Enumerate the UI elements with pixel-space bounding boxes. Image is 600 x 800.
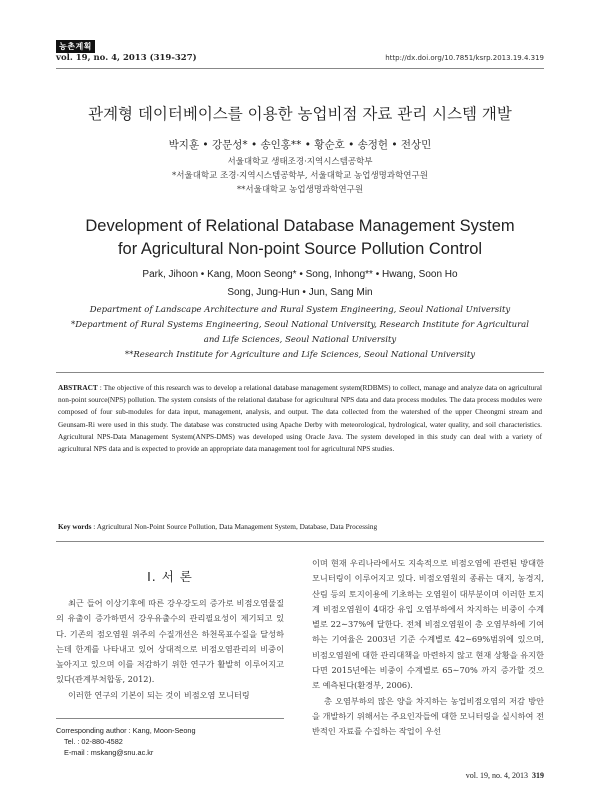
correspondence-tel: Tel. : 02-880-4582 [64,737,123,746]
section-heading-introduction: I. 서 론 [147,569,193,584]
english-authors-line-1: Park, Jihoon • Kang, Moon Seong* • Song, Inhong** • Hwang, Soon Ho [142,269,458,280]
left-paragraph-2: 이러한 연구의 기본이 되는 것이 비점오염 모니터링 [68,689,250,700]
right-paragraph-1: 이며 현재 우리나라에서도 지속적으로 비점오염에 관련된 방대한 모니터링이 이루어지고 있다. 비점오염원의 종류는 대지, 농경지, 산림 등의 토지이용에 기초하는 오염원이 대부분이며 이러한 토지계 비점오염원이 4대강 유입 오염부하에서 차지하는 비중이 수계별로 22∼37%에 달한다. 전체 비점오염원이 총 오염부하에 기여하는 기여율은 2003년 기준 수계별로 42∼69%범위에 있으며, 비점오염원에 대한 관리대책을 마련하지 않고 현재 상황을 유지한다면 2015년에는 비중이 수계별로 65∼70% 까지 증가할 것으로 예측된다(환경부, 2006). [312,558,544,691]
correspondence-email[interactable]: E-mail : mskang@snu.ac.kr [64,748,154,757]
keywords [58,522,542,531]
korean-affiliation-3: **서울대학교 농업생명과학연구원 [236,185,364,195]
header-rule [56,68,544,69]
abstract [58,382,542,455]
korean-authors: 박지훈 • 강문성* • 송인홍** • 황순호 • 송정헌 • 전상민 [168,139,432,151]
footer-issue: vol. 19, no. 4, 2013 [465,771,528,780]
english-title-line-1: Development of Relational Database Management System [85,217,515,235]
page-footer [466,771,544,780]
abstract-label: ABSTRACT [58,383,98,392]
korean-title: 관계형 데이터베이스를 이용한 농업비점 자료 관리 시스템 개발 [88,105,512,123]
right-paragraph-2: 총 오염부하의 많은 양을 차지하는 농업비점오염의 저감 방안을 개발하기 위해서는 주요인자들에 대한 모니터링을 실시하여 전반적인 자료를 수집하는 작업이 우선 [312,695,544,737]
keywords-label: Key words [58,522,92,531]
right-column-text [312,556,544,740]
volume-line: vol. 19, no. 4, 2013 (319-327) [56,53,197,63]
english-affiliation-3: and Life Sciences, Seoul National University [203,335,397,345]
english-affiliation-4: **Research Institute for Agriculture and Life Sciences, Seoul National University [124,350,476,360]
doi-link[interactable]: http://dx.doi.org/10.7851/ksrp.2013.19.4.319 [385,54,544,62]
english-affiliation-1: Department of Landscape Architecture and Rural System Engineering, Seoul National University [89,305,511,315]
left-paragraph-1: 최근 들어 이상기후에 따른 강우강도의 증가로 비점오염물질의 유출이 증가하면서 강우유출수의 관리필요성이 제기되고 있다. 기존의 점오염원 위주의 수질개선은 하천목표수질을 달성하는데 한계를 나타내고 있어 상대적으로 비점오염관리의 비중이 높아지고 있으며 이를 저감하기 위한 연구가 활발히 이루어지고 있다(관계부처합동, 2012). [56,598,284,685]
keywords-text: : Agricultural Non-Point Source Pollution, Data Management System, Database, Data Processing [93,522,378,531]
correspondence-block [56,725,196,758]
abstract-bottom-rule [56,541,544,542]
abstract-top-rule [56,372,544,373]
english-affiliation-2: *Department of Rural Systems Engineering, Seoul National University, Research Institute for Agricultural [71,320,529,330]
correspondence-author: Corresponding author : Kang, Moon-Seong [56,726,196,735]
footnote-rule [56,718,284,719]
journal-logo: 농촌계획 [56,40,95,53]
page-number: 319 [532,771,544,780]
english-authors-line-2: Song, Jung-Hun • Jun, Sang Min [227,287,373,298]
korean-affiliation-1: 서울대학교 생태조경·지역시스템공학부 [227,157,373,167]
left-column-text [56,596,284,703]
abstract-text: : The objective of this research was to develop a relational database management system(RDBMS) to collect, manage and analyze data on agricultural non-point source(NPS) pollution. The system consists of the relational database for agricultural NPS data and data process modules. The data process modules were composed of four sub-modules for data input, management, analysis, and output. The data collected from the watershed of the upper Cheongmi stream and Geunsam-Ri were used in this study. The database was constructed using Apache Derby with meteorological, hydrological, water quality, and soil characteristics. Agricultural NPS-Data Management System(ANPS-DMS) was developed using Oracle Java. The system developed in this study can deal with a variety of agricultural NPS data and is expected to provide an appropriate data management tool for agricultural NPS studies. [58,383,542,454]
english-title-line-2: for Agricultural Non-point Source Pollution Control [117,240,483,258]
korean-affiliation-2: *서울대학교 조경·지역시스템공학부, 서울대학교 농업생명과학연구원 [172,171,428,181]
